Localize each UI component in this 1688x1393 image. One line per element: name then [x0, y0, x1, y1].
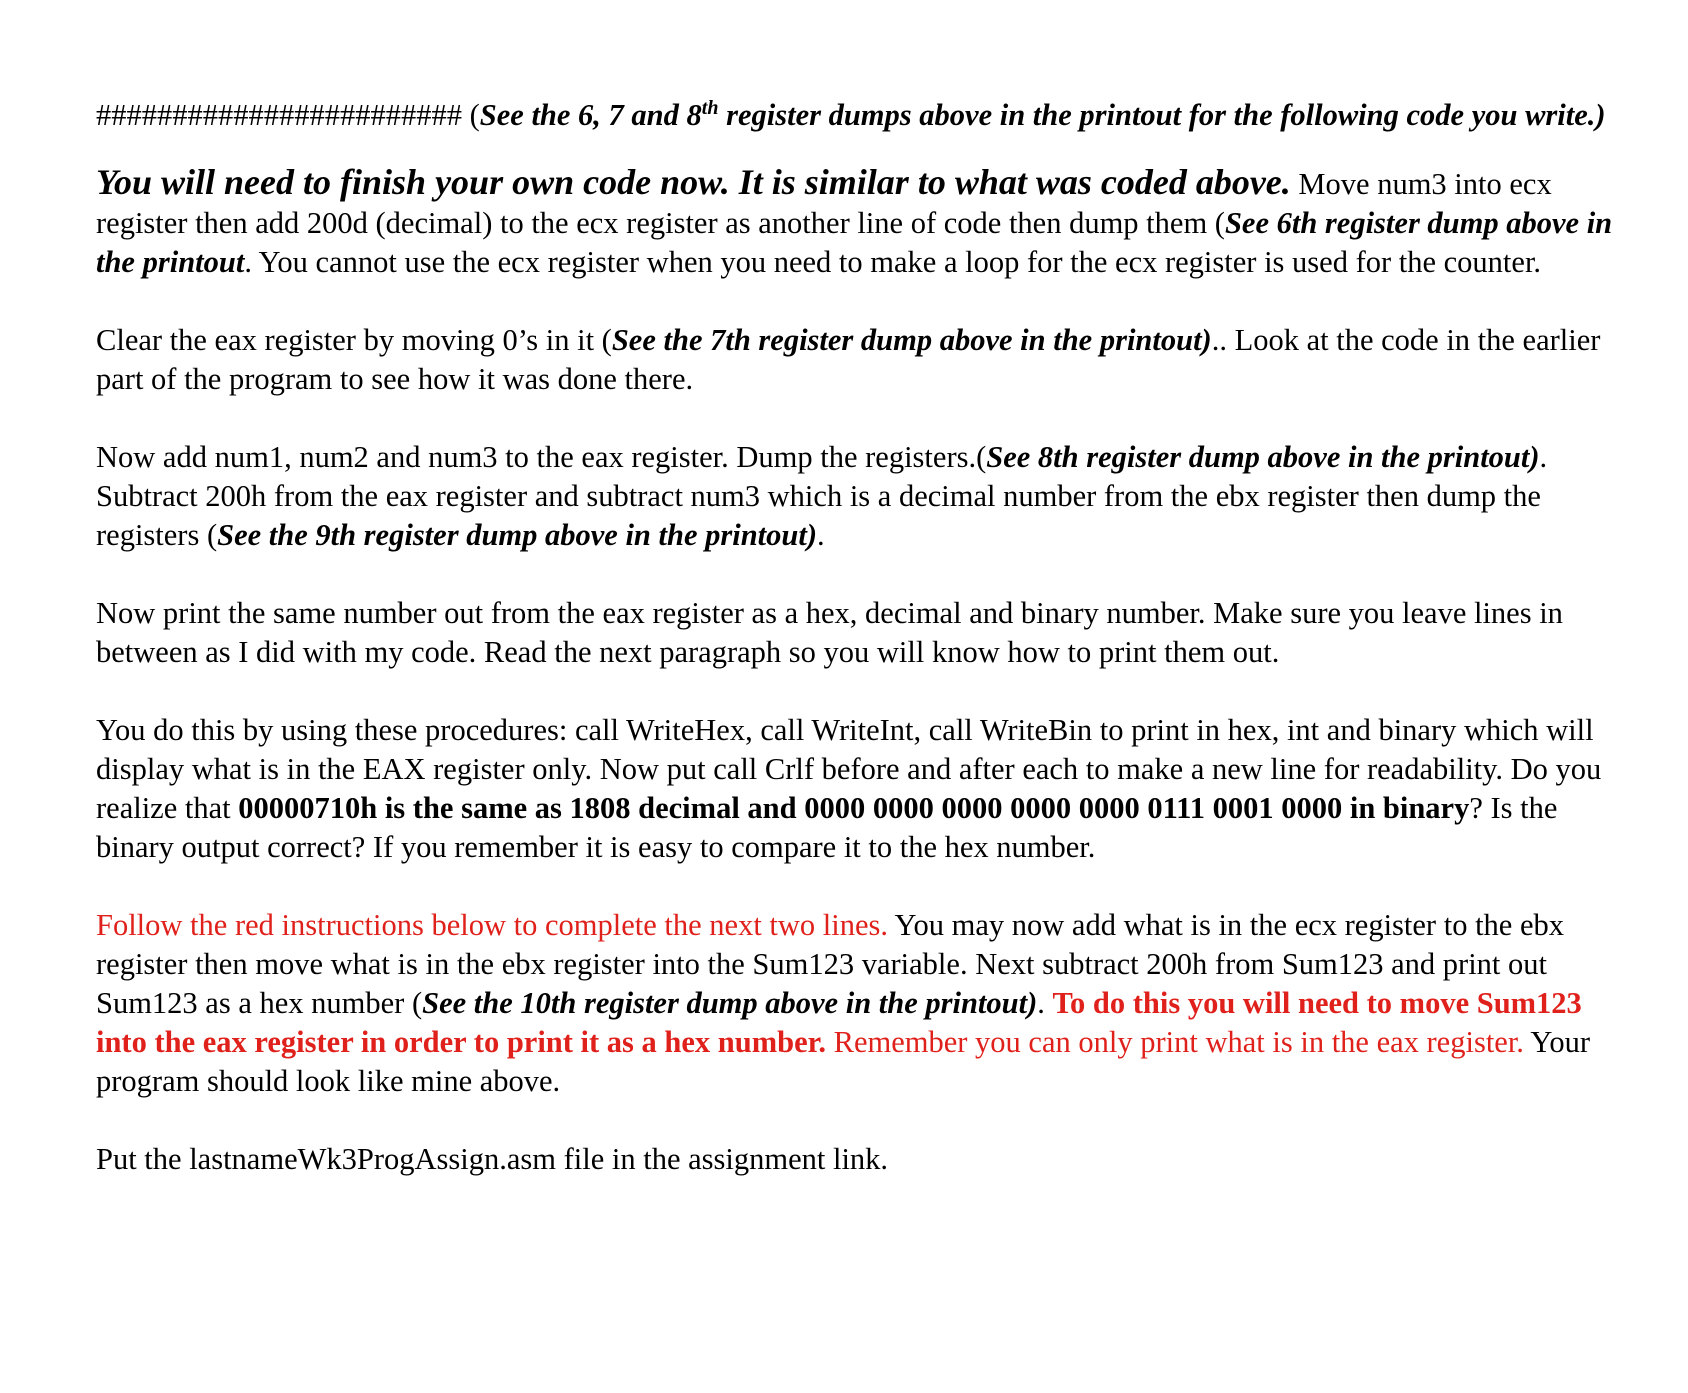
subtract-paragraph: [96, 477, 1616, 555]
red-instruction: Follow the red instructions below to complete the next two lines.: [96, 908, 889, 942]
red-instruction: Remember you can only print what is in the eax register.: [826, 1025, 1524, 1059]
text: Subtract 200h from the eax register and subtract num3 which is a decimal number from the ebx register then dump the registers (: [96, 479, 1541, 552]
ordinal-superscript: th: [701, 96, 719, 119]
intro-paragraph: [96, 96, 1616, 135]
dump-reference: See the 7th register dump above in the printout): [611, 323, 1212, 357]
text: Clear the eax register by moving 0’s in it (: [96, 323, 612, 357]
text: You do this by using these procedures: call WriteHex, call WriteInt, call WriteBin to print in hex, int and binary which will display what is in the EAX register only. Now put call Crlf before and after each to make a new line for readability. Do you realize that: [96, 713, 1602, 825]
finish-code-paragraph: [96, 163, 1616, 282]
dump-reference: See the 10th register dump above in the printout): [422, 986, 1038, 1020]
text: .. Look at the code in the earlier part of the program to see how it was done there.: [96, 323, 1601, 396]
dump-reference: See 8th register dump above in the printout): [986, 440, 1540, 474]
text: .: [1037, 986, 1053, 1020]
text: .: [1539, 440, 1548, 474]
submit-paragraph: [96, 1140, 1616, 1179]
hash-divider: ######################## (: [96, 98, 480, 132]
text: Now print the same number out from the eax register as a hex, decimal and binary number. Make sure you leave lines in between as I did with my code. Read the next paragraph so you will know how to print them out.: [96, 596, 1563, 669]
text: .: [816, 518, 825, 552]
text: Put the lastnameWk3ProgAssign.asm file in the assignment link.: [96, 1142, 889, 1176]
dump-reference: See 6th register dump above in the printout: [96, 206, 1613, 279]
text: Now add num1, num2 and num3 to the eax register. Dump the registers.(: [96, 440, 987, 474]
print-number-paragraph: [96, 594, 1616, 672]
text: . You cannot use the ecx register when you need to make a loop for the ecx register is used for the counter.: [244, 245, 1542, 279]
dump-reference: See the 9th register dump above in the printout): [217, 518, 817, 552]
procedures-paragraph: [96, 711, 1616, 867]
text: Your program should look like mine above.: [96, 1025, 1591, 1098]
red-bold-instruction: To do this you will need to move Sum123 into the eax register in order to print it as a hex number.: [96, 986, 1582, 1059]
red-instructions-paragraph: [96, 906, 1616, 1101]
document-page: [96, 96, 1616, 1179]
text: ? Is the binary output correct? If you remember it is easy to compare it to the hex number.: [96, 791, 1558, 864]
intro-italic-rest: register dumps above in the printout for the following code you write.): [718, 98, 1606, 132]
lead-heading: You will need to finish your own code now. It is similar to what was coded above.: [96, 162, 1291, 202]
clear-eax-paragraph: [96, 321, 1616, 399]
bold-conversion: 00000710h is the same as 1808 decimal and 0000 0000 0000 0000 0000 0111 0001 0000 in binary: [238, 791, 1470, 825]
add-nums-paragraph: [96, 438, 1616, 477]
text: You may now add what is in the ecx register to the ebx register then move what is in the ebx register into the Sum123 variable. Next subtract 200h from Sum123 and print out Sum123 as a hex number (: [96, 908, 1564, 1020]
intro-italic: See the 6, 7 and 8: [479, 98, 702, 132]
text: Move num3 into ecx register then add 200d (decimal) to the ecx register as another line of code then dump them (: [96, 167, 1552, 240]
